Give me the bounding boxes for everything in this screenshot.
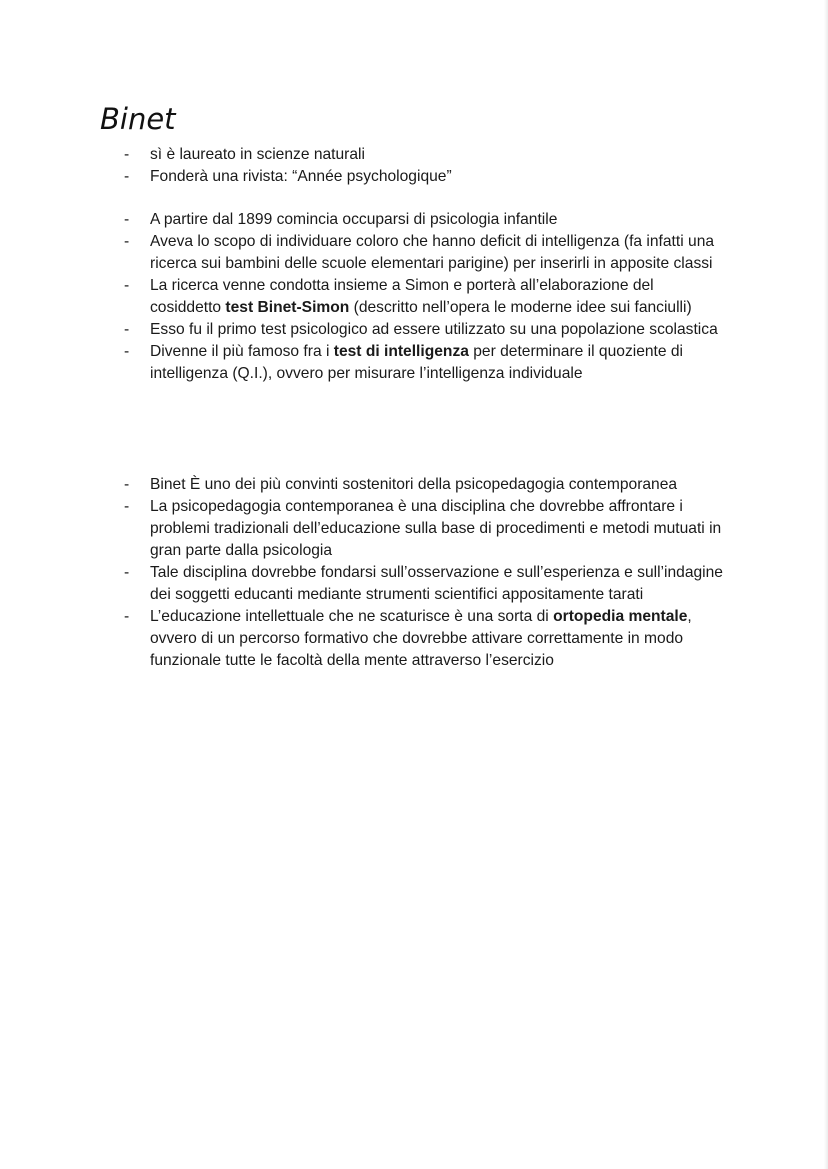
list-item <box>0 496 828 562</box>
list-item <box>0 166 828 188</box>
bullet-dash: - <box>124 168 130 185</box>
list-item-text-end: (descritto nell’opera le moderne idee sui fanciulli) <box>349 299 692 316</box>
list-item-text: Aveva lo scopo di individuare coloro che hanno deficit di intelligenza (fa infatti una ricerca sui bambini delle scuole elementari parigine) per inserirli in apposite classi <box>150 233 715 272</box>
list-item <box>0 319 828 341</box>
list-item <box>0 231 828 275</box>
list-item-text: A partire dal 1899 comincia occuparsi di psicologia infantile <box>150 211 558 228</box>
list-item-text: Binet È uno dei più convinti sostenitori della psicopedagogia contemporanea <box>150 476 678 493</box>
list-item-text: sì è laureato in scienze naturali <box>150 146 365 163</box>
list-item-text-start: L’educazione intellettuale che ne scaturisce è una sorta di <box>150 608 554 625</box>
bullet-dash: - <box>124 498 130 515</box>
bold-term-test-di-intelligenza: test di intelligenza <box>333 343 469 360</box>
list-item-text-end: per determinare il quoziente di intelligenza (Q.I.), ovvero per misurare l’intelligenza individuale <box>150 343 684 382</box>
bullet-dash: - <box>124 211 130 228</box>
bullet-dash: - <box>124 233 130 250</box>
bullet-dash: - <box>124 321 130 338</box>
list-item <box>0 606 828 672</box>
bold-term-test-binet-simon: test Binet-Simon <box>225 299 350 316</box>
bullet-dash: - <box>124 343 130 360</box>
bold-term-ortopedia-mentale: ortopedia mentale <box>553 608 688 625</box>
bullet-dash: - <box>124 608 130 625</box>
list-item-text: Fonderà una rivista: “Année psychologique” <box>150 168 452 185</box>
list-item <box>0 341 828 385</box>
list-item-text: Tale disciplina dovrebbe fondarsi sull’osservazione e sull’esperienza e sull’indagine dei soggetti educanti mediante strumenti scientifici appositamente tarati <box>150 564 723 603</box>
list-item-text: Esso fu il primo test psicologico ad essere utilizzato su una popolazione scolastica <box>150 321 718 338</box>
list-item <box>0 209 828 231</box>
list-item-text-end: , ovvero di un percorso formativo che dovrebbe attivare correttamente in modo funzionale tutte le facoltà della mente attraverso l’esercizio <box>150 608 692 669</box>
list-item <box>0 144 828 166</box>
page-title: Binet <box>100 102 176 136</box>
bullet-dash: - <box>124 277 130 294</box>
bullet-dash: - <box>124 146 130 163</box>
list-item-text: La psicopedagogia contemporanea è una disciplina che dovrebbe affrontare i problemi tradizionali dell’educazione sulla base di procedimenti e metodi mutuati in gran parte dalla psicologia <box>150 498 722 559</box>
bullet-list-section-3 <box>0 474 828 672</box>
list-item-text-start: Divenne il più famoso fra i <box>150 343 334 360</box>
list-item-text-start: La ricerca venne condotta insieme a Simon e porterà all’elaborazione del cosiddetto <box>150 277 654 316</box>
bullet-list-section-2 <box>0 209 828 385</box>
bullet-dash: - <box>124 476 130 493</box>
list-item <box>0 275 828 319</box>
list-item <box>0 474 828 496</box>
list-item <box>0 562 828 606</box>
bullet-list-section-1 <box>0 144 828 188</box>
bullet-dash: - <box>124 564 130 581</box>
